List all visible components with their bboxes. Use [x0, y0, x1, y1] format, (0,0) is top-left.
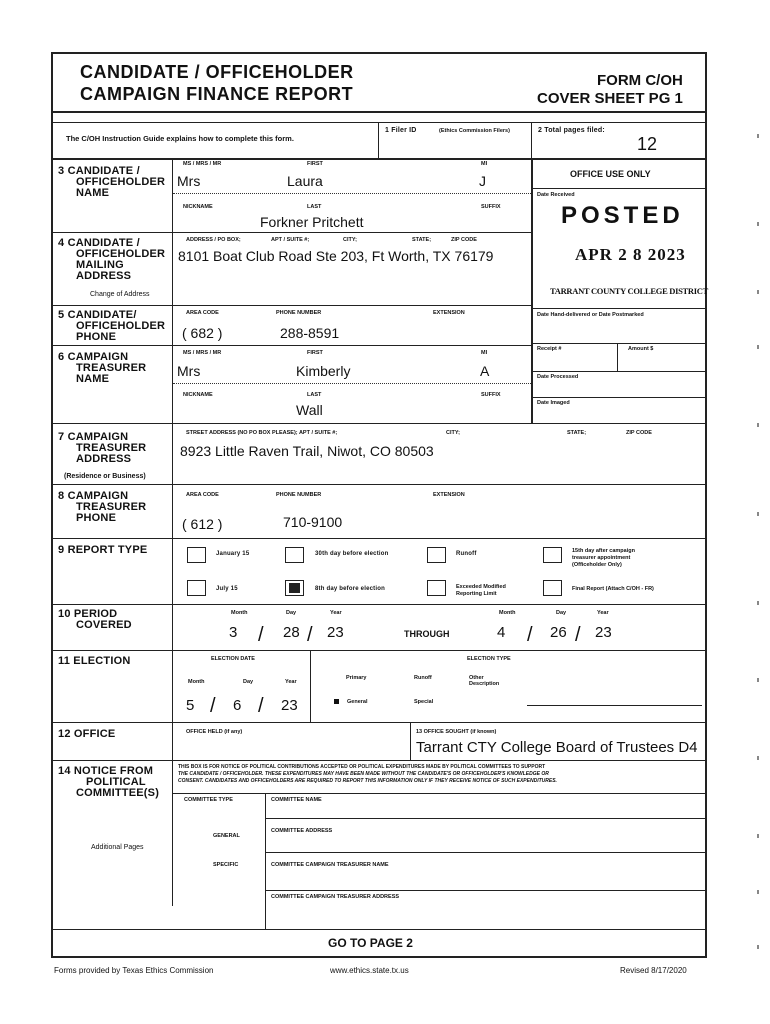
- sec7-label-3: ADDRESS: [76, 453, 132, 465]
- footer-revised: Revised 8/17/2020: [620, 966, 687, 975]
- committee-address-label: COMMITTEE ADDRESS: [271, 828, 333, 834]
- report-jan15-checkbox[interactable]: [187, 547, 206, 563]
- change-of-address[interactable]: Change of Address: [90, 291, 150, 298]
- sec10-label-1: 10 PERIOD: [58, 608, 118, 620]
- sec6-label-3: NAME: [76, 373, 110, 385]
- scan-tick: [757, 134, 759, 138]
- treasurer-last-name[interactable]: Wall: [296, 402, 323, 418]
- sec7-label-1: 7 CAMPAIGN: [58, 431, 129, 443]
- period-from-day[interactable]: 28: [283, 624, 300, 641]
- sec3-first-label: FIRST: [307, 161, 323, 167]
- sec6-mi-label: MI: [481, 350, 488, 356]
- processed-label: Date Processed: [537, 374, 579, 380]
- scan-tick: [757, 945, 759, 949]
- general-checkmark-icon[interactable]: [334, 699, 339, 704]
- sec5-area-label: AREA CODE: [186, 310, 219, 316]
- sec14-label-2: POLITICAL: [86, 776, 146, 788]
- election-day-label: Day: [243, 679, 254, 685]
- scan-tick: [757, 756, 759, 760]
- sec14-label-1: 14 NOTICE FROM: [58, 765, 154, 777]
- period-to-day-label: Day: [556, 610, 567, 616]
- sec6-last-label: LAST: [307, 392, 322, 398]
- committee-specific-label[interactable]: SPECIFIC: [213, 862, 239, 868]
- treasurer-mi[interactable]: A: [480, 363, 490, 379]
- total-pages-value[interactable]: 12: [637, 134, 658, 154]
- committee-general-label[interactable]: GENERAL: [213, 833, 240, 839]
- treasurer-address[interactable]: 8923 Little Raven Trail, Niwot, CO 80503: [180, 443, 434, 459]
- committee-treasurer-name-label: COMMITTEE CAMPAIGN TREASURER NAME: [271, 862, 389, 868]
- report-8day-label: 8th day before election: [315, 586, 385, 592]
- report-15day-label-1: 15th day after campaign: [572, 548, 635, 554]
- report-jul15-label: July 15: [216, 586, 238, 592]
- sec8-phone-label: PHONE NUMBER: [276, 492, 322, 498]
- period-from-year[interactable]: 23: [327, 624, 344, 641]
- sec6-label-1: 6 CAMPAIGN: [58, 351, 129, 363]
- sec3-label-1: 3 CANDIDATE /: [58, 165, 140, 177]
- period-from-day-label: Day: [286, 610, 297, 616]
- report-jan15-label: January 15: [216, 551, 250, 557]
- sec4-address-label: ADDRESS / PO BOX;: [186, 237, 241, 243]
- sec6-first-label: FIRST: [307, 350, 323, 356]
- form-number: FORM C/OH: [597, 72, 683, 89]
- period-from-month-label: Month: [231, 610, 248, 616]
- form-title-line2: CAMPAIGN FINANCE REPORT: [80, 84, 354, 104]
- district-stamp: TARRANT COUNTY COLLEGE DISTRICT: [550, 286, 708, 296]
- treasurer-area-code[interactable]: ( 612 ): [182, 516, 223, 532]
- scan-tick: [757, 678, 759, 682]
- period-to-month[interactable]: 4: [497, 624, 506, 641]
- election-runoff-label[interactable]: Runoff: [414, 675, 432, 681]
- additional-pages[interactable]: Additional Pages: [91, 844, 144, 851]
- treasurer-phone[interactable]: 710-9100: [283, 514, 343, 530]
- sec6-label-2: TREASURER: [76, 362, 147, 374]
- sec7-label-2: TREASURER: [76, 442, 147, 454]
- sec5-ext-label: EXTENSION: [433, 310, 465, 316]
- sec4-label-2: OFFICEHOLDER: [76, 248, 166, 260]
- date-slash: /: [527, 624, 533, 646]
- sec5-phone-label: PHONE NUMBER: [276, 310, 322, 316]
- sec3-suffix-label: SUFFIX: [481, 204, 501, 210]
- receipt-label: Receipt #: [537, 346, 562, 352]
- election-other-label[interactable]: Other: [469, 675, 484, 681]
- form-title-line1: CANDIDATE / OFFICEHOLDER: [80, 62, 354, 82]
- through-label: THROUGH: [404, 629, 450, 639]
- imaged-label: Date Imaged: [537, 400, 570, 406]
- candidate-first-name[interactable]: Laura: [287, 173, 323, 189]
- go-to-page-2[interactable]: GO TO PAGE 2: [328, 936, 413, 950]
- notice-line-2: THE CANDIDATE / OFFICEHOLDER. THESE EXPENDITURES MAY HAVE BEEN MADE WITHOUT THE CANDIDATE'S OR OFFICEHOLDER'S KNOWLEDGE OR: [178, 771, 549, 777]
- sec3-nickname-label: NICKNAME: [183, 204, 213, 210]
- hand-delivered-label: Date Hand-delivered or Date Postmarked: [537, 312, 644, 318]
- election-month-label: Month: [188, 679, 205, 685]
- sec3-label-2: OFFICEHOLDER: [76, 176, 166, 188]
- report-15day-label-3: (Officeholder Only): [572, 562, 622, 568]
- filer-id-label: 1 Filer ID: [385, 127, 417, 134]
- office-use-title: OFFICE USE ONLY: [570, 169, 651, 179]
- date-received-label: Date Received: [537, 192, 575, 198]
- election-year[interactable]: 23: [281, 697, 298, 714]
- report-15day-checkbox[interactable]: [543, 547, 562, 563]
- total-pages-label: 2 Total pages filed:: [538, 127, 605, 134]
- candidate-area-code[interactable]: ( 682 ): [182, 325, 223, 341]
- election-date-label: ELECTION DATE: [211, 656, 255, 662]
- treasurer-prefix[interactable]: Mrs: [177, 363, 201, 379]
- sec6-suffix-label: SUFFIX: [481, 392, 501, 398]
- amount-label: Amount $: [628, 346, 654, 352]
- sec5-label-3: PHONE: [76, 331, 117, 343]
- sec5-label-2: OFFICEHOLDER: [76, 320, 166, 332]
- sec4-apt-label: APT / SUITE #;: [271, 237, 310, 243]
- sec5-label-1: 5 CANDIDATE/: [58, 309, 137, 321]
- sec4-zip-label: ZIP CODE: [451, 237, 477, 243]
- sec4-label-4: ADDRESS: [76, 270, 132, 282]
- candidate-last-name[interactable]: Forkner Pritchett: [260, 214, 364, 230]
- cover-sheet-label: COVER SHEET PG 1: [537, 90, 683, 107]
- date-slash: /: [575, 624, 581, 646]
- date-slash: /: [307, 624, 313, 646]
- sec8-label-2: TREASURER: [76, 501, 147, 513]
- report-jul15-checkbox[interactable]: [187, 580, 206, 596]
- candidate-prefix[interactable]: Mrs: [177, 173, 201, 189]
- footer-url[interactable]: www.ethics.state.tx.us: [330, 966, 409, 975]
- scan-tick: [757, 512, 759, 516]
- sec11-label: 11 ELECTION: [58, 655, 131, 667]
- sec6-prefix-label: MS / MRS / MR: [183, 350, 222, 356]
- office-sought-value[interactable]: Tarrant CTY College Board of Trustees D4: [416, 739, 698, 756]
- election-general-label[interactable]: General: [347, 699, 368, 705]
- period-from-year-label: Year: [330, 610, 342, 616]
- sec8-label-3: PHONE: [76, 512, 117, 524]
- period-to-year-label: Year: [597, 610, 609, 616]
- report-runoff-label: Runoff: [456, 551, 477, 557]
- election-type-label: ELECTION TYPE: [467, 656, 511, 662]
- treasurer-first-name[interactable]: Kimberly: [296, 363, 351, 379]
- sec3-mi-label: MI: [481, 161, 488, 167]
- sec9-label: 9 REPORT TYPE: [58, 544, 148, 556]
- period-to-year[interactable]: 23: [595, 624, 612, 641]
- date-stamp: APR 2 8 2023: [575, 245, 686, 264]
- footer-provided: Forms provided by Texas Ethics Commission: [54, 966, 214, 975]
- sec4-label-1: 4 CANDIDATE /: [58, 237, 140, 249]
- sec3-last-label: LAST: [307, 204, 322, 210]
- report-runoff-checkbox[interactable]: [427, 547, 446, 563]
- notice-line-1: THIS BOX IS FOR NOTICE OF POLITICAL CONTRIBUTIONS ACCEPTED OR POLITICAL EXPENDITURES MADE BY POLITICAL COMMITTEES TO SUPPORT: [178, 764, 546, 770]
- election-month[interactable]: 5: [186, 697, 195, 714]
- sec12-label: 12 OFFICE: [58, 728, 116, 740]
- candidate-phone[interactable]: 288-8591: [280, 325, 340, 341]
- election-day[interactable]: 6: [233, 697, 242, 714]
- election-description-label: Description: [469, 681, 500, 687]
- scan-tick: [757, 834, 759, 838]
- period-to-day[interactable]: 26: [550, 624, 567, 641]
- posted-stamp: POSTED: [561, 202, 684, 229]
- report-exceeded-label-2: Reporting Limit: [456, 591, 497, 597]
- date-slash: /: [258, 695, 264, 717]
- committee-type-label: COMMITTEE TYPE: [184, 797, 233, 803]
- office-sought-label: 13 OFFICE SOUGHT (if known): [416, 729, 497, 735]
- sec7-label-4: (Residence or Business): [64, 473, 146, 480]
- election-primary-label[interactable]: Primary: [346, 675, 367, 681]
- period-to-month-label: Month: [499, 610, 516, 616]
- committee-name-label: COMMITTEE NAME: [271, 797, 322, 803]
- election-special-label[interactable]: Special: [414, 699, 434, 705]
- instructions-text: The C/OH Instruction Guide explains how to complete this form.: [66, 134, 294, 143]
- sec14-label-3: COMMITTEE(S): [76, 787, 160, 799]
- election-year-label: Year: [285, 679, 297, 685]
- sec8-label-1: 8 CAMPAIGN: [58, 490, 129, 502]
- notice-line-3: CONSENT. CANDIDATES AND OFFICEHOLDERS ARE REQUIRED TO REPORT THIS INFORMATION ONLY IF THEY RECEIVE NOTICE OF SUCH EXPENDITURES.: [178, 778, 557, 784]
- sec3-prefix-label: MS / MRS / MR: [183, 161, 222, 167]
- report-final-checkbox[interactable]: [543, 580, 562, 596]
- scan-tick: [757, 290, 759, 294]
- sec8-area-label: AREA CODE: [186, 492, 219, 498]
- scan-tick: [757, 601, 759, 605]
- sec7-state-label: STATE;: [567, 430, 587, 436]
- sec6-nickname-label: NICKNAME: [183, 392, 213, 398]
- filer-id-sub: (Ethics Commission Filers): [439, 128, 510, 134]
- sec8-ext-label: EXTENSION: [433, 492, 465, 498]
- committee-treasurer-address-label: COMMITTEE CAMPAIGN TREASURER ADDRESS: [271, 894, 400, 900]
- date-slash: /: [210, 695, 216, 717]
- report-30day-checkbox[interactable]: [285, 547, 304, 563]
- sec7-zip-label: ZIP CODE: [626, 430, 652, 436]
- sec7-city-label: CITY;: [446, 430, 460, 436]
- sec3-label-3: NAME: [76, 187, 110, 199]
- report-exceeded-checkbox[interactable]: [427, 580, 446, 596]
- sec4-city-label: CITY;: [343, 237, 357, 243]
- sec4-label-3: MAILING: [76, 259, 124, 271]
- report-exceeded-label-1: Exceeded Modified: [456, 584, 506, 590]
- report-final-label: Final Report (Attach C/OH - FR): [572, 586, 654, 592]
- sec7-street-label: STREET ADDRESS (NO PO BOX PLEASE); APT / SUITE #;: [186, 430, 338, 436]
- office-held-label: OFFICE HELD (if any): [186, 729, 243, 735]
- sec10-label-2: COVERED: [76, 619, 132, 631]
- report-30day-label: 30th day before election: [315, 551, 389, 557]
- date-slash: /: [258, 624, 264, 646]
- scan-tick: [757, 345, 759, 349]
- scan-tick: [757, 222, 759, 226]
- candidate-mi[interactable]: J: [479, 173, 486, 189]
- sec4-state-label: STATE;: [412, 237, 432, 243]
- report-8day-checkbox[interactable]: [285, 580, 304, 596]
- candidate-mailing-address[interactable]: 8101 Boat Club Road Ste 203, Ft Worth, TX 76179: [178, 248, 494, 264]
- scan-tick: [757, 423, 759, 427]
- report-15day-label-2: treasurer appointment: [572, 555, 631, 561]
- period-from-month[interactable]: 3: [229, 624, 238, 641]
- scan-tick: [757, 890, 759, 894]
